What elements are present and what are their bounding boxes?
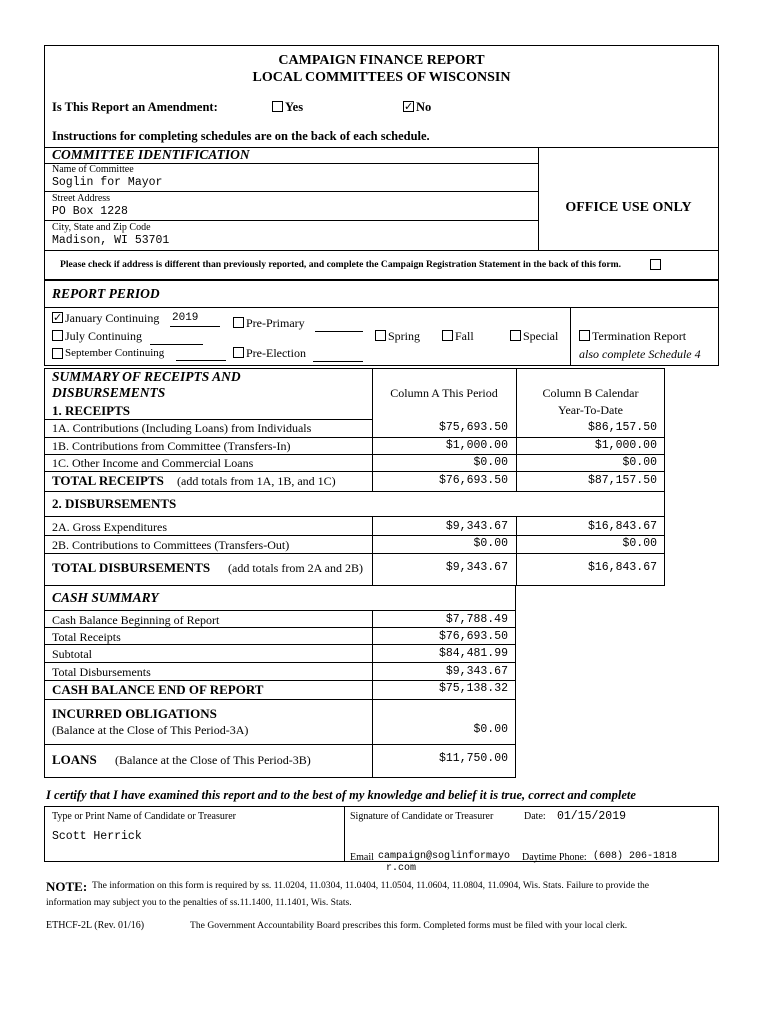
report-period-title: REPORT PERIOD <box>52 286 160 301</box>
incurred-obligations-value[interactable]: $0.00 <box>473 723 508 736</box>
amendment-question: Is This Report an Amendment: <box>52 100 218 114</box>
row-1c-rule <box>44 471 665 472</box>
summary-title-line2: DISBURSEMENTS <box>52 385 166 400</box>
termination-label: Termination Report <box>592 329 687 343</box>
incurred-obligations-title: INCURRED OBLIGATIONS <box>52 706 217 721</box>
row-1b-col-a[interactable]: $1,000.00 <box>445 439 508 452</box>
row-2b-col-a[interactable]: $0.00 <box>473 537 508 550</box>
certification-divider <box>344 806 345 862</box>
column-b-header-line2: Year-To-Date <box>557 403 623 417</box>
cash-end-value[interactable]: $75,138.32 <box>438 682 508 695</box>
address-change-note: Please check if address is different than previously reported, and complete the Campaign Registration Statement in the back of this form. <box>60 259 622 270</box>
column-b-header-line1: Column B Calendar <box>542 386 639 400</box>
loans-value[interactable]: $11,750.00 <box>438 752 508 765</box>
email-value-line1[interactable]: campaign@soglinformayo <box>378 851 511 862</box>
cash-begin-value[interactable]: $7,788.49 <box>445 613 508 626</box>
city-state-zip-value[interactable]: Madison, WI 53701 <box>52 234 170 247</box>
office-use-only: OFFICE USE ONLY <box>565 200 692 215</box>
cash-begin-label: Cash Balance Beginning of Report <box>52 613 220 627</box>
july-year-line <box>150 344 203 345</box>
row-1a-col-b[interactable]: $86,157.50 <box>587 421 657 434</box>
january-label: January Continuing <box>65 311 160 325</box>
pre-primary-line <box>315 331 363 332</box>
date-value[interactable]: 01/15/2019 <box>557 810 627 823</box>
amendment-no-checkbox[interactable]: ✓ <box>404 100 414 113</box>
pre-primary-checkbox[interactable] <box>233 317 244 328</box>
committee-name-label: Name of Committee <box>52 164 134 175</box>
row-2a-rule <box>44 535 665 536</box>
pre-election-label: Pre-Election <box>246 346 306 360</box>
phone-label: Daytime Phone: <box>522 852 587 863</box>
row-1a-col-a[interactable]: $75,693.50 <box>438 421 508 434</box>
note-text-line2: information may subject you to the penalties of ss.11.1400, 11.1401, Wis. Stats. <box>46 897 352 908</box>
total-receipts-col-b[interactable]: $87,157.50 <box>587 474 657 487</box>
cash-summary-title: CASH SUMMARY <box>52 590 159 605</box>
incurred-obligations-note: (Balance at the Close of This Period-3A) <box>52 723 249 737</box>
summary-title-line1: SUMMARY OF RECEIPTS AND <box>52 369 241 384</box>
treasurer-name-value[interactable]: Scott Herrick <box>52 830 142 843</box>
amendment-yes-label: Yes <box>285 100 304 114</box>
committee-name-value[interactable]: Soglin for Mayor <box>52 176 163 189</box>
termination-divider <box>570 307 571 366</box>
january-checkbox[interactable]: ✓ <box>53 311 63 324</box>
spring-label: Spring <box>388 329 421 343</box>
cash-subtotal-value[interactable]: $84,481.99 <box>438 647 508 660</box>
termination-checkbox[interactable] <box>579 330 590 341</box>
column-a-header: Column A This Period <box>390 386 498 400</box>
street-rule <box>44 220 538 221</box>
certification-statement: I certify that I have examined this report and to the best of my knowledge and belief it is true, correct and complete <box>46 788 636 802</box>
row-1a-rule <box>44 437 665 438</box>
board-text: The Government Accountability Board prescribes this form. Completed forms must be filed with your local clerk. <box>190 920 628 931</box>
row-1c-label: 1C. Other Income and Commercial Loans <box>52 456 254 470</box>
cash-receipts-label: Total Receipts <box>52 630 121 644</box>
september-year-line <box>176 360 226 361</box>
row-1b-label: 1B. Contributions from Committee (Transfers-In) <box>52 439 291 453</box>
row-2a-label: 2A. Gross Expenditures <box>52 520 167 534</box>
loans-note: (Balance at the Close of This Period-3B) <box>115 753 311 767</box>
spring-checkbox[interactable] <box>375 330 386 341</box>
note-text-line1: The information on this form is required by ss. 11.0204, 11.0304, 11.0404, 11.0504, 11.0604, 11.0804, 11.0904, Wis. Stats. Failure to provide the <box>92 880 650 891</box>
cash-receipts-value[interactable]: $76,693.50 <box>438 630 508 643</box>
signature-label: Signature of Candidate or Treasurer <box>350 811 494 822</box>
total-disbursements-col-a[interactable]: $9,343.67 <box>445 561 508 574</box>
cash-disbursements-value[interactable]: $9,343.67 <box>445 665 508 678</box>
total-receipts-label: TOTAL RECEIPTS <box>52 473 164 488</box>
row-1b-col-b[interactable]: $1,000.00 <box>594 439 657 452</box>
row-1c-col-b[interactable]: $0.00 <box>622 456 657 469</box>
cash-subtotal-label: Subtotal <box>52 647 93 661</box>
office-use-divider <box>538 147 539 251</box>
email-label: Email <box>350 852 374 863</box>
special-checkbox[interactable] <box>510 330 521 341</box>
total-receipts-note: (add totals from 1A, 1B, and 1C) <box>177 474 336 488</box>
total-receipts-col-a[interactable]: $76,693.50 <box>438 474 508 487</box>
cash-begin-rule <box>44 627 516 628</box>
address-change-checkbox[interactable] <box>650 259 661 270</box>
total-disbursements-note: (add totals from 2A and 2B) <box>228 561 363 575</box>
city-state-zip-label: City, State and Zip Code <box>52 222 151 233</box>
july-checkbox[interactable] <box>52 330 63 341</box>
receipts-title: 1. RECEIPTS <box>52 403 131 418</box>
september-checkbox[interactable] <box>52 348 63 359</box>
amendment-yes-checkbox[interactable] <box>272 101 283 112</box>
form-title-line1: CAMPAIGN FINANCE REPORT <box>278 53 485 68</box>
form-id: ETHCF-2L (Rev. 01/16) <box>46 920 145 931</box>
cash-subtotal-rule <box>44 662 516 663</box>
july-label: July Continuing <box>65 329 143 343</box>
total-disbursements-col-b[interactable]: $16,843.67 <box>587 561 657 574</box>
phone-value[interactable]: (608) 206-1818 <box>593 851 678 862</box>
termination-note: also complete Schedule 4 <box>579 347 701 361</box>
amendment-no-label: No <box>416 100 432 114</box>
disbursements-title: 2. DISBURSEMENTS <box>52 496 177 511</box>
row-2a-col-a[interactable]: $9,343.67 <box>445 520 508 533</box>
row-2a-col-b[interactable]: $16,843.67 <box>587 520 657 533</box>
total-disbursements-label: TOTAL DISBURSEMENTS <box>52 560 211 575</box>
special-label: Special <box>523 329 559 343</box>
treasurer-name-label: Type or Print Name of Candidate or Treasurer <box>52 811 236 822</box>
street-address-label: Street Address <box>52 193 111 204</box>
loans-title: LOANS <box>52 752 97 767</box>
cash-receipts-rule <box>44 644 516 645</box>
instructions-text: Instructions for completing schedules are on the back of each schedule. <box>52 129 430 143</box>
september-label: September Continuing <box>65 347 165 359</box>
pre-election-line <box>313 361 363 362</box>
note-label: NOTE: <box>46 879 88 894</box>
pre-primary-label: Pre-Primary <box>246 316 305 330</box>
date-label: Date: <box>524 811 546 822</box>
cash-disbursements-rule <box>44 680 516 681</box>
row-1b-rule <box>44 454 665 455</box>
january-year-line <box>170 326 220 327</box>
row-2b-col-b[interactable]: $0.00 <box>622 537 657 550</box>
form-title-line2: LOCAL COMMITTEES OF WISCONSIN <box>252 70 511 85</box>
cash-end-label: CASH BALANCE END OF REPORT <box>52 682 264 697</box>
row-1a-label: 1A. Contributions (Including Loans) from Individuals <box>52 421 312 435</box>
january-year[interactable]: 2019 <box>172 312 199 324</box>
cash-disbursements-label: Total Disbursements <box>52 665 151 679</box>
fall-checkbox[interactable] <box>442 330 453 341</box>
committee-section-title: COMMITTEE IDENTIFICATION <box>52 147 250 162</box>
street-address-value[interactable]: PO Box 1228 <box>52 205 128 218</box>
row-2b-rule <box>44 553 665 554</box>
row-1c-col-a[interactable]: $0.00 <box>473 456 508 469</box>
receipts-title-rule <box>44 419 372 420</box>
fall-label: Fall <box>455 329 474 343</box>
pre-election-checkbox[interactable] <box>233 347 244 358</box>
name-rule <box>44 191 538 192</box>
row-2b-label: 2B. Contributions to Committees (Transfers-Out) <box>52 538 290 552</box>
email-value-line2: r.com <box>386 863 417 874</box>
